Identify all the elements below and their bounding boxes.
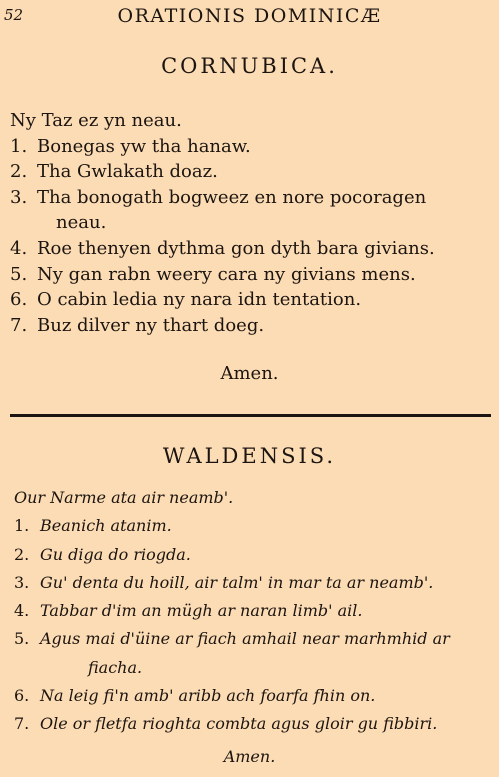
page-number: 52 <box>4 6 24 24</box>
line-number: 5. <box>10 263 28 285</box>
text-line <box>14 512 494 540</box>
line-text: Na leig fi'n amb' aribb ach foarfa fhin on. <box>40 686 376 706</box>
line-text: Tha Gwlakath doaz. <box>37 161 218 183</box>
line-text: Tha bonogath bogweez en nore pocoragen <box>37 186 427 208</box>
line-text: Gu' denta du hoill, air talm' in mar ta ar neamb'. <box>40 572 434 592</box>
text-line <box>10 313 495 339</box>
line-number: 7. <box>14 714 30 734</box>
text-line <box>10 236 495 262</box>
section-title-cornubica: CORNUBICA. <box>161 54 338 78</box>
line-text: Roe thenyen dythma gon dyth bara givians. <box>37 237 435 259</box>
line-text: Beanich atanim. <box>40 516 172 536</box>
text-line <box>14 710 494 738</box>
text-line <box>14 569 494 597</box>
line-text: Buz dilver ny thart doeg. <box>37 314 265 336</box>
text-line <box>14 597 494 625</box>
line-text: Ny gan rabn weery cara ny givians mens. <box>37 263 416 285</box>
text-line <box>10 262 495 288</box>
text-line <box>14 625 494 653</box>
line-number: 1. <box>10 135 28 157</box>
line-text: Tabbar d'im an mügh ar naran limb' ail. <box>40 601 363 621</box>
text-line <box>14 682 494 710</box>
line-text: fiacha. <box>88 657 143 677</box>
text-line <box>14 541 494 569</box>
text-line <box>14 484 494 512</box>
line-text: Bonegas yw tha hanaw. <box>37 135 251 157</box>
text-line <box>10 159 495 185</box>
line-number: 1. <box>14 516 30 536</box>
line-number: 2. <box>10 161 28 183</box>
section-divider <box>10 414 491 417</box>
amen-cornubica: Amen. <box>220 363 279 384</box>
text-line <box>10 287 495 313</box>
line-number: 4. <box>10 237 28 259</box>
line-number: 6. <box>14 686 30 706</box>
line-number: 7. <box>10 314 28 336</box>
section-title-waldensis: WALDENSIS. <box>162 444 337 468</box>
line-number: 6. <box>10 289 28 311</box>
line-text: Gu diga do riogda. <box>40 544 191 564</box>
line-number: 3. <box>10 186 28 208</box>
line-text: Our Narme ata air neamb'. <box>14 488 234 507</box>
line-text: Agus mai d'üine ar fiach amhail near marhmhid ar <box>40 629 450 649</box>
line-number: 5. <box>14 629 30 649</box>
text-line-continuation <box>10 210 495 236</box>
line-text: O cabin ledia ny nara idn tentation. <box>37 289 362 311</box>
line-text: Ny Taz ez yn neau. <box>10 110 182 131</box>
line-number: 4. <box>14 601 30 621</box>
line-number: 3. <box>14 572 30 592</box>
amen-waldensis: Amen. <box>223 747 276 766</box>
text-line <box>10 185 495 211</box>
running-title: ORATIONIS DOMINICÆ <box>117 5 382 27</box>
line-text: neau. <box>56 212 107 234</box>
line-text: Ole or fletfa rioghta combta agus gloir gu fibbiri. <box>40 714 438 734</box>
cornubica-text <box>10 108 495 338</box>
waldensis-text <box>14 484 494 739</box>
text-line-continuation <box>14 654 494 682</box>
text-line <box>10 134 495 160</box>
line-number: 2. <box>14 544 30 564</box>
text-line <box>10 108 495 134</box>
